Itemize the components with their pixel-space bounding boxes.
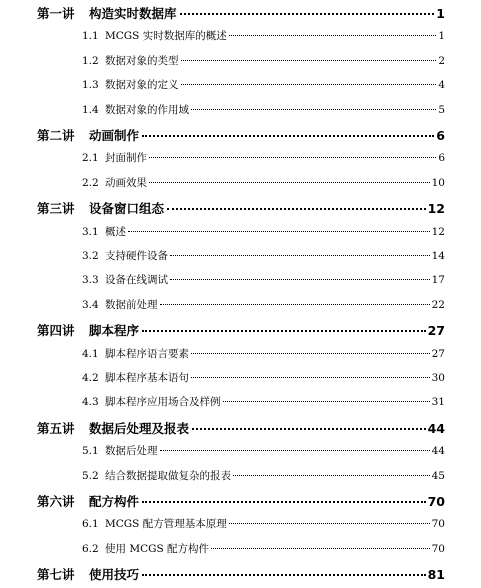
dot-leader xyxy=(149,157,436,158)
page-number: 14 xyxy=(431,250,445,262)
page-number: 6 xyxy=(436,128,445,143)
page-number: 12 xyxy=(431,225,445,238)
dot-leader xyxy=(142,574,426,576)
dot-leader xyxy=(223,401,430,402)
toc-chapter-entry[interactable] xyxy=(0,565,481,583)
section-title: MCGS 实时数据库的概述 xyxy=(105,30,227,43)
page-number: 70 xyxy=(431,542,445,555)
dot-leader xyxy=(191,109,436,110)
page-number: 30 xyxy=(431,372,445,384)
section-number: 3.2 xyxy=(82,250,99,262)
section-title: 结合数据提取做复杂的报表 xyxy=(105,469,231,482)
dot-leader xyxy=(180,13,435,15)
page-number: 4 xyxy=(438,79,445,92)
chapter-number: 第六讲 xyxy=(37,494,75,509)
page-number: 44 xyxy=(431,445,445,458)
toc-section-entry[interactable] xyxy=(0,541,481,556)
section-number: 3.3 xyxy=(82,274,99,287)
section-number: 3.4 xyxy=(82,298,99,311)
page-number: 27 xyxy=(431,347,445,360)
section-title: 数据对象的作用域 xyxy=(105,103,189,116)
section-number: 4.1 xyxy=(82,347,99,360)
chapter-title: 动画制作 xyxy=(89,128,140,143)
dot-leader xyxy=(170,279,430,280)
section-title: 概述 xyxy=(105,225,126,238)
section-number: 2.2 xyxy=(82,176,99,189)
dot-leader xyxy=(142,501,426,503)
toc-chapter-entry[interactable] xyxy=(0,4,481,22)
page-number: 22 xyxy=(431,298,445,311)
chapter-title: 构造实时数据库 xyxy=(89,6,177,21)
chapter-title: 脚本程序 xyxy=(89,323,140,339)
section-number: 6.2 xyxy=(82,542,99,555)
section-number: 3.1 xyxy=(82,225,99,238)
dot-leader xyxy=(192,428,426,430)
page-number: 70 xyxy=(427,494,445,509)
section-title: 脚本程序语言要素 xyxy=(105,347,189,360)
toc-section-entry[interactable] xyxy=(0,516,481,531)
section-title: 脚本程序应用场合及样例 xyxy=(105,396,221,409)
toc-chapter-entry[interactable] xyxy=(0,199,481,217)
section-number: 4.3 xyxy=(82,396,99,409)
dot-leader xyxy=(181,60,437,61)
section-number: 4.2 xyxy=(82,372,99,384)
section-title: 封面制作 xyxy=(105,152,147,165)
toc-section-entry[interactable] xyxy=(0,150,481,165)
page-number: 31 xyxy=(431,396,445,409)
toc-section-entry[interactable] xyxy=(0,468,481,483)
dot-leader xyxy=(167,208,426,210)
page-number: 70 xyxy=(431,518,445,531)
chapter-number: 第三讲 xyxy=(37,201,75,217)
page-number: 44 xyxy=(427,420,445,436)
section-title: 使用 MCGS 配方构件 xyxy=(105,542,210,555)
section-number: 1.4 xyxy=(82,103,99,116)
dot-leader xyxy=(149,182,430,183)
chapter-title: 使用技巧 xyxy=(89,567,140,583)
page-number: 17 xyxy=(431,274,445,287)
page-number: 5 xyxy=(438,103,445,116)
section-number: 6.1 xyxy=(82,518,99,531)
chapter-title: 配方构件 xyxy=(89,494,140,509)
section-number: 5.2 xyxy=(82,469,99,482)
section-number: 2.1 xyxy=(82,152,99,165)
toc-section-entry[interactable] xyxy=(0,443,481,458)
toc-chapter-entry[interactable] xyxy=(0,126,481,144)
section-title: 动画效果 xyxy=(105,176,147,189)
toc-chapter-entry[interactable] xyxy=(0,419,481,437)
toc-section-entry[interactable] xyxy=(0,346,481,361)
section-title: 数据对象的类型 xyxy=(105,54,179,67)
toc-section-entry[interactable] xyxy=(0,248,481,263)
toc-section-entry[interactable] xyxy=(0,224,481,239)
dot-leader xyxy=(160,450,430,451)
section-title: 数据前处理 xyxy=(105,298,158,311)
dot-leader xyxy=(191,377,430,378)
section-number: 1.2 xyxy=(82,54,99,67)
toc-section-entry[interactable] xyxy=(0,370,481,385)
chapter-number: 第四讲 xyxy=(37,323,75,339)
section-number: 1.3 xyxy=(82,79,99,92)
section-title: MCGS 配方管理基本原理 xyxy=(105,518,227,531)
chapter-number: 第二讲 xyxy=(37,128,75,143)
section-title: 设备在线调试 xyxy=(105,274,168,287)
page-number: 45 xyxy=(431,469,445,482)
page-number: 12 xyxy=(427,201,445,217)
chapter-title: 设备窗口组态 xyxy=(89,201,165,217)
dot-leader xyxy=(142,330,426,332)
dot-leader xyxy=(128,231,430,232)
chapter-number: 第五讲 xyxy=(37,420,75,436)
page-number: 81 xyxy=(427,567,445,583)
toc-section-entry[interactable] xyxy=(0,297,481,312)
toc-section-entry[interactable] xyxy=(0,102,481,117)
section-title: 支持硬件设备 xyxy=(105,250,168,262)
section-title: 脚本程序基本语句 xyxy=(105,372,189,384)
page-number: 1 xyxy=(438,30,445,43)
toc-section-entry[interactable] xyxy=(0,394,481,409)
toc-chapter-entry[interactable] xyxy=(0,321,481,339)
dot-leader xyxy=(233,475,430,476)
section-number: 1.1 xyxy=(82,30,99,43)
page-number: 1 xyxy=(436,6,445,21)
dot-leader xyxy=(229,35,437,36)
dot-leader xyxy=(170,255,430,256)
page-number: 27 xyxy=(427,323,445,339)
chapter-number: 第七讲 xyxy=(37,567,75,583)
dot-leader xyxy=(211,548,430,549)
dot-leader xyxy=(142,135,434,137)
chapter-title: 数据后处理及报表 xyxy=(89,420,190,436)
toc-section-entry[interactable] xyxy=(0,175,481,190)
toc-chapter-entry[interactable] xyxy=(0,492,481,510)
toc-section-entry[interactable] xyxy=(0,77,481,92)
toc-section-entry[interactable] xyxy=(0,28,481,43)
page-number: 10 xyxy=(431,176,445,189)
toc-section-entry[interactable] xyxy=(0,53,481,68)
page-number: 6 xyxy=(438,152,445,165)
dot-leader xyxy=(181,84,437,85)
dot-leader xyxy=(160,304,430,305)
section-number: 5.1 xyxy=(82,445,99,458)
dot-leader xyxy=(229,523,430,524)
section-title: 数据对象的定义 xyxy=(105,79,179,92)
chapter-number: 第一讲 xyxy=(37,6,75,21)
toc-section-entry[interactable] xyxy=(0,272,481,287)
dot-leader xyxy=(191,353,430,354)
section-title: 数据后处理 xyxy=(105,445,158,458)
page-number: 2 xyxy=(438,54,445,67)
